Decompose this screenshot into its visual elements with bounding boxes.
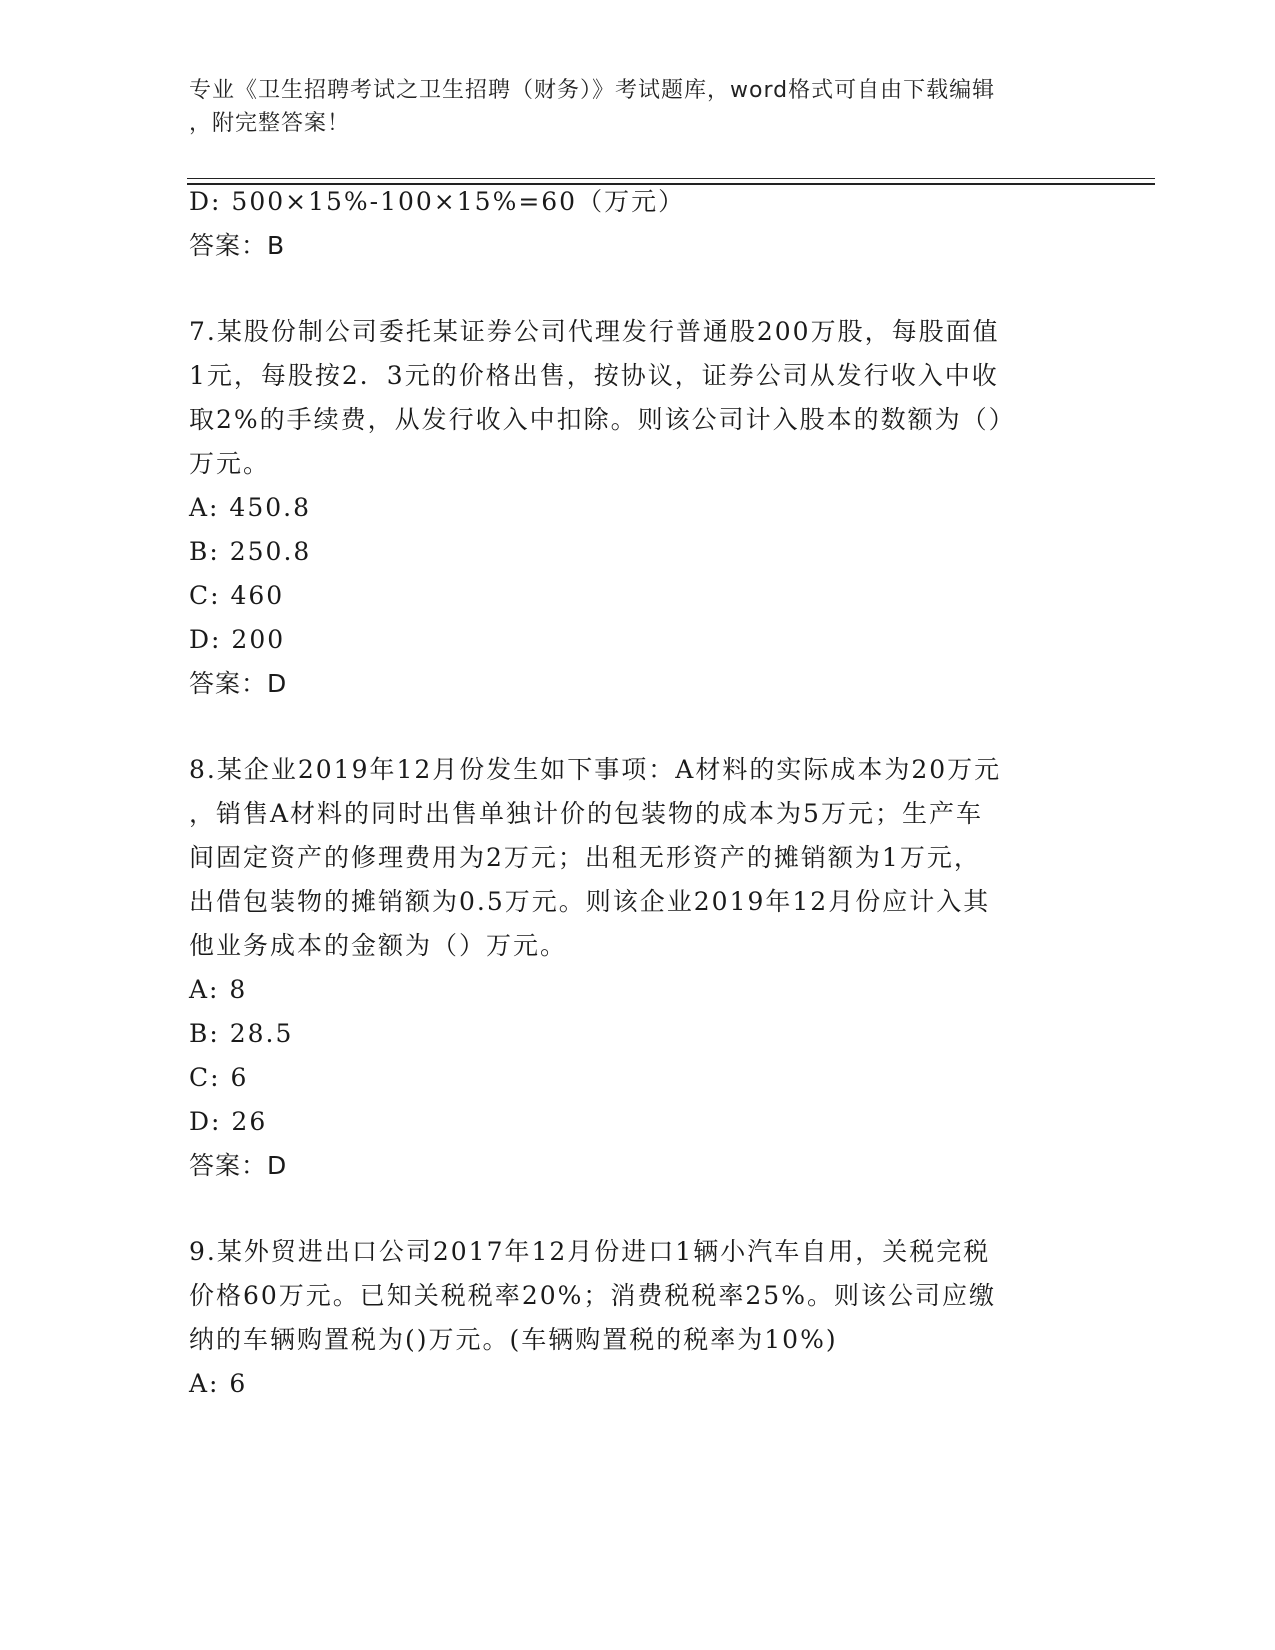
- q9-text-line-3: 纳的车辆购置税为()万元。(车辆购置税的税率为10%): [189, 1325, 838, 1354]
- q7-option-c: C: 460: [189, 581, 285, 610]
- q8-text-line-3: 间固定资产的修理费用为2万元；出租无形资产的摊销额为1万元，: [189, 843, 981, 872]
- header-divider-thin: [187, 178, 1155, 179]
- q7-option-b: B: 250.8: [189, 537, 312, 566]
- q7-text-line-4: 万元。: [189, 449, 271, 478]
- header-line-1: 专业《卫生招聘考试之卫生招聘（财务）》考试题库，word格式可自由下载编辑: [189, 78, 996, 103]
- prev-option-d: D: 500×15%-100×15%=60（万元）: [189, 187, 686, 216]
- q9-text-line-2: 价格60万元。已知关税税率20%；消费税税率25%。则该公司应缴: [189, 1281, 996, 1310]
- q7-text-line-1: 7.某股份制公司委托某证券公司代理发行普通股200万股，每股面值: [189, 317, 1000, 346]
- q8-option-a: A: 8: [189, 975, 248, 1004]
- q7-option-d: D: 200: [189, 625, 286, 654]
- q8-text-line-4: 出借包装物的摊销额为0.5万元。则该企业2019年12月份应计入其: [189, 887, 991, 916]
- q7-option-a: A: 450.8: [189, 493, 311, 522]
- q8-option-c: C: 6: [189, 1063, 249, 1092]
- prev-answer: 答案：B: [189, 231, 286, 260]
- q8-text-line-5: 他业务成本的金额为（）万元。: [189, 931, 568, 960]
- q9-text-line-1: 9.某外贸进出口公司2017年12月份进口1辆小汽车自用，关税完税: [189, 1237, 991, 1266]
- q8-answer: 答案：D: [189, 1151, 288, 1180]
- q8-option-d: D: 26: [189, 1107, 268, 1136]
- q8-option-b: B: 28.5: [189, 1019, 294, 1048]
- q7-answer: 答案：D: [189, 669, 288, 698]
- q7-text-line-2: 1元，每股按2．3元的价格出售，按协议，证券公司从发行收入中收: [189, 361, 999, 390]
- q7-text-line-3: 取2%的手续费，从发行收入中扣除。则该公司计入股本的数额为（）: [189, 405, 1016, 434]
- page-header: [189, 74, 1069, 140]
- q8-text-line-1: 8.某企业2019年12月份发生如下事项：A材料的实际成本为20万元: [189, 755, 1002, 784]
- header-line-2: ，附完整答案！: [189, 111, 351, 136]
- q9-option-a: A: 6: [189, 1369, 248, 1398]
- q8-text-line-2: ，销售A材料的同时出售单独计价的包装物的成本为5万元；生产车: [189, 799, 983, 828]
